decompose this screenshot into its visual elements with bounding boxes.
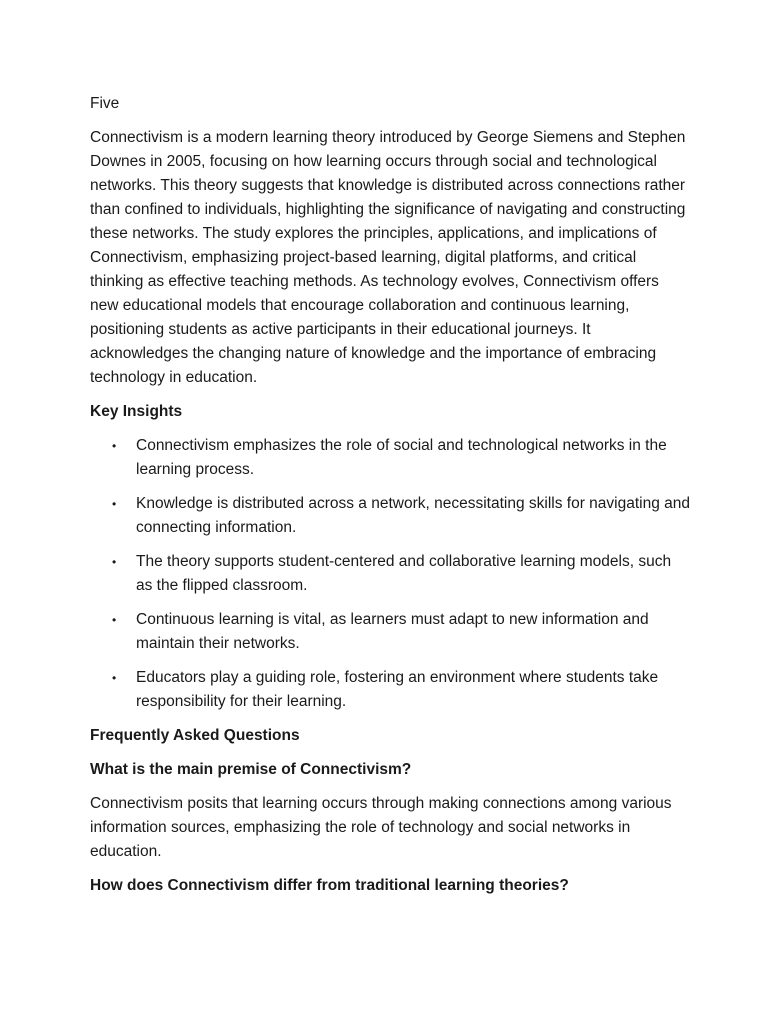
key-insights-heading: Key Insights bbox=[90, 403, 183, 420]
list-item bbox=[90, 492, 690, 540]
list-item-text: Knowledge is distributed across a network, necessitating skills for navigating and connecting information. bbox=[136, 495, 690, 536]
faq-answer: Connectivism posits that learning occurs through making connections among various information sources, emphasizing the role of technology and social networks in education. bbox=[90, 795, 672, 860]
bullet-icon: • bbox=[112, 439, 117, 453]
list-item bbox=[90, 434, 690, 482]
list-item bbox=[90, 608, 690, 656]
list-item bbox=[90, 550, 690, 598]
bullet-icon: • bbox=[112, 671, 117, 685]
faq-question: How does Connectivism differ from traditional learning theories? bbox=[90, 877, 569, 894]
list-item-text: Connectivism emphasizes the role of social and technological networks in the learning process. bbox=[136, 437, 667, 478]
faq-heading: Frequently Asked Questions bbox=[90, 727, 300, 744]
faq-question: What is the main premise of Connectivism? bbox=[90, 761, 412, 778]
bullet-icon: • bbox=[112, 555, 117, 569]
bullet-icon: • bbox=[112, 613, 117, 627]
section-label: Five bbox=[90, 95, 120, 112]
list-item bbox=[90, 666, 690, 714]
list-item-text: Continuous learning is vital, as learners must adapt to new information and maintain their networks. bbox=[136, 611, 649, 652]
bullet-icon: • bbox=[112, 497, 117, 511]
intro-paragraph: Connectivism is a modern learning theory introduced by George Siemens and Stephen Downes in 2005, focusing on how learning occurs through social and technological networks. This theory suggests that knowledge is distributed across connections rather than confined to individuals, highlighting the significance of navigating and constructing these networks. The study explores the principles, applications, and implications of Connectivism, emphasizing project-based learning, digital platforms, and critical thinking as effective teaching methods. As technology evolves, Connectivism offers new educational models that encourage collaboration and continuous learning, positioning students as active participants in their educational journeys. It acknowledges the changing nature of knowledge and the importance of embracing technology in education. bbox=[90, 129, 686, 386]
key-insights-list bbox=[90, 434, 690, 714]
list-item-text: Educators play a guiding role, fostering an environment where students take responsibility for their learning. bbox=[136, 669, 659, 710]
list-item-text: The theory supports student-centered and collaborative learning models, such as the flipped classroom. bbox=[136, 553, 672, 594]
document-page bbox=[90, 92, 690, 908]
